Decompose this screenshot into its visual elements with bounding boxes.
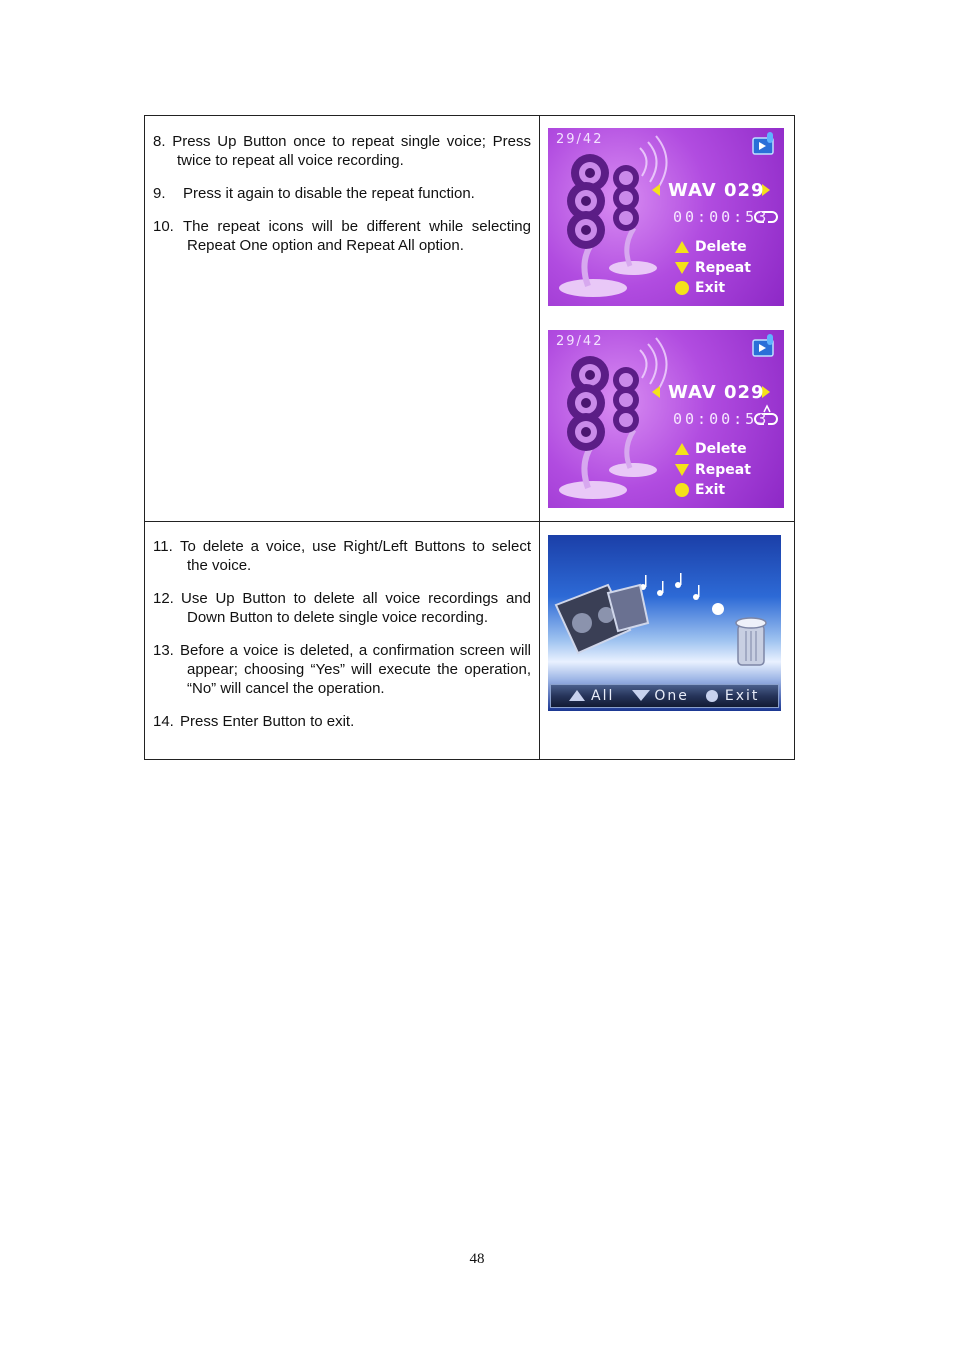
screen-cell-bottom <box>540 521 795 759</box>
elapsed-time: 00:00:53 <box>673 208 770 226</box>
menu-item-delete[interactable]: Delete <box>669 439 751 460</box>
steps-cell-bottom <box>145 521 540 759</box>
step-9: 9. Press it again to disable the repeat function. <box>153 185 475 202</box>
menu-item-delete[interactable]: Delete <box>669 237 751 258</box>
file-counter: 29/42 <box>556 334 604 349</box>
player-menu <box>669 439 751 501</box>
up-triangle-icon <box>669 241 695 253</box>
voice-playback-icon <box>753 132 773 154</box>
music-notes-icon <box>640 573 724 615</box>
step-11: 11. To delete a voice, use Right/Left Buttons to select the voice. <box>153 537 531 574</box>
table-row <box>145 116 795 522</box>
file-name: WAV 029 <box>668 180 765 201</box>
screens-cell-top <box>540 116 795 522</box>
circle-button-icon <box>669 281 695 295</box>
delete-option-bar <box>550 684 779 708</box>
step-8: 8. Press Up Button once to repeat single voice; Press twice to repeat all voice recording. <box>153 133 531 169</box>
instruction-table <box>144 115 795 760</box>
table-row <box>145 521 795 759</box>
delete-one-option[interactable]: One <box>632 688 689 704</box>
step-13: 13. Before a voice is deleted, a confirmation screen will appear; choosing “Yes” will execute the operation, “No” will cancel the operation. <box>153 641 531 697</box>
elapsed-time: 00:00:53 <box>673 410 770 428</box>
player-screen-repeat-one <box>548 128 784 306</box>
down-triangle-icon <box>632 690 650 701</box>
up-triangle-icon <box>569 690 585 701</box>
step-10: 10. The repeat icons will be different while selecting Repeat One option and Repeat All option. <box>153 218 531 254</box>
delete-all-option[interactable]: All <box>569 688 614 704</box>
delete-screen <box>548 535 781 711</box>
circle-button-icon <box>669 483 695 497</box>
voice-playback-icon <box>753 334 773 356</box>
file-counter: 29/42 <box>556 132 604 147</box>
menu-item-exit[interactable]: Exit <box>669 480 751 501</box>
page-number: 48 <box>469 1251 485 1267</box>
steps-cell-top <box>145 116 540 522</box>
trash-can-icon <box>736 618 766 665</box>
down-triangle-icon <box>669 464 695 476</box>
step-12: 12. Use Up Button to delete all voice recordings and Down Button to delete single voice recording. <box>153 589 531 626</box>
down-triangle-icon <box>669 262 695 274</box>
player-screen-repeat-all <box>548 330 784 508</box>
delete-exit-option[interactable]: Exit <box>705 688 760 704</box>
player-menu <box>669 237 751 299</box>
file-name: WAV 029 <box>668 382 765 403</box>
step-14: 14. Press Enter Button to exit. <box>153 712 355 730</box>
menu-item-exit[interactable]: Exit <box>669 278 751 299</box>
up-triangle-icon <box>669 443 695 455</box>
speaker-box-icon <box>556 585 648 653</box>
circle-button-icon <box>705 689 719 703</box>
menu-item-repeat[interactable]: Repeat <box>669 258 751 279</box>
menu-item-repeat[interactable]: Repeat <box>669 460 751 481</box>
